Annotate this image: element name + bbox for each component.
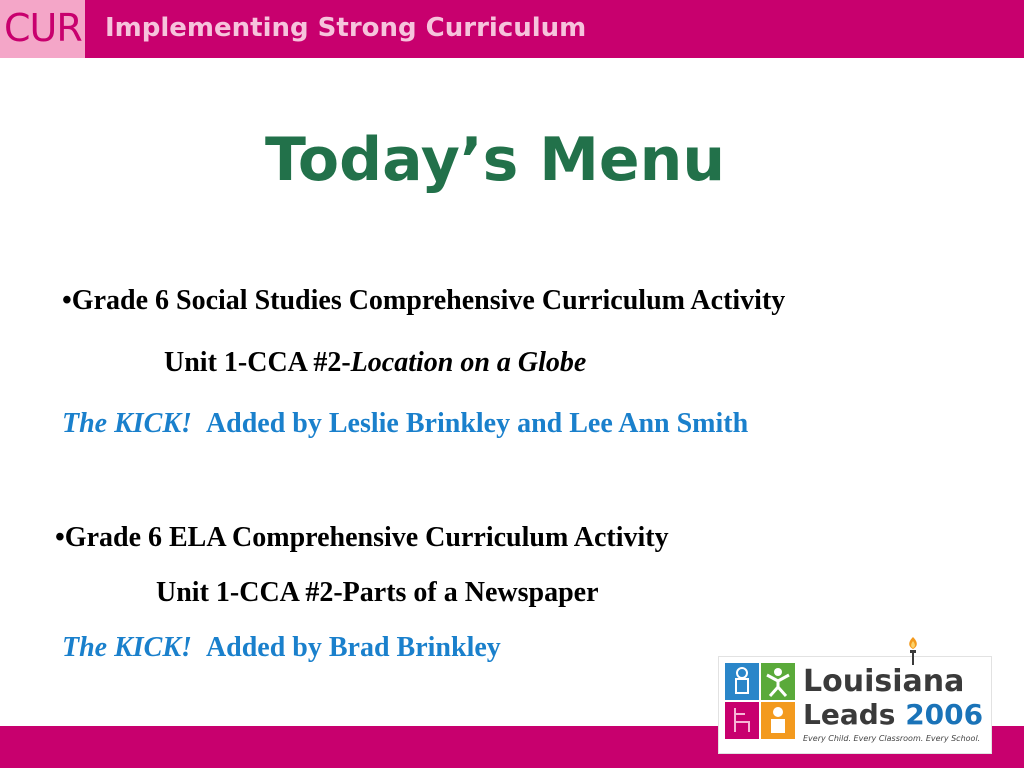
logo-square-green <box>761 663 795 700</box>
logo-color-grid <box>725 663 795 739</box>
logo-leads-word: Leads <box>803 698 896 731</box>
kick-line-social-studies <box>62 407 748 441</box>
unit-line-ela: Unit 1-CCA #2-Parts of a Newspaper <box>156 577 599 608</box>
logo-square-orange <box>761 702 795 739</box>
kick-text: Added by Brad Brinkley <box>205 632 501 663</box>
unit-prefix: Unit 1-CCA #2- <box>164 347 351 378</box>
cur-logo <box>0 0 85 58</box>
louisiana-leads-logo <box>718 656 992 754</box>
slide-title: Today’s Menu <box>264 125 726 195</box>
cur-logo-text: CUR <box>4 6 82 50</box>
kick-line-ela <box>62 631 501 665</box>
jumping-figure-icon <box>761 663 795 700</box>
logo-text-leads <box>803 699 983 731</box>
kick-label: The KICK! <box>62 408 192 439</box>
header-title: Implementing Strong Curriculum <box>105 13 587 43</box>
unit-italic-title: Location on a Globe <box>350 347 587 378</box>
logo-square-blue <box>725 663 759 700</box>
logo-text-louisiana: Louisiana <box>803 664 965 699</box>
logo-year: 2006 <box>905 698 984 731</box>
logo-square-magenta <box>725 702 759 739</box>
kick-label: The KICK! <box>62 632 192 663</box>
kick-text: Added by Leslie Brinkley and Lee Ann Smith <box>205 408 749 439</box>
bullet-social-studies: •Grade 6 Social Studies Comprehensive Curriculum Activity <box>62 285 786 316</box>
bullet-ela: •Grade 6 ELA Comprehensive Curriculum Activity <box>55 522 669 553</box>
torch-icon <box>901 635 925 665</box>
school-figure-icon <box>761 702 795 739</box>
logo-tagline: Every Child. Every Classroom. Every School. <box>803 734 981 743</box>
header-bar <box>0 0 1024 58</box>
chair-icon <box>725 702 759 739</box>
unit-line-social-studies <box>164 346 586 380</box>
child-figure-icon <box>725 663 759 700</box>
